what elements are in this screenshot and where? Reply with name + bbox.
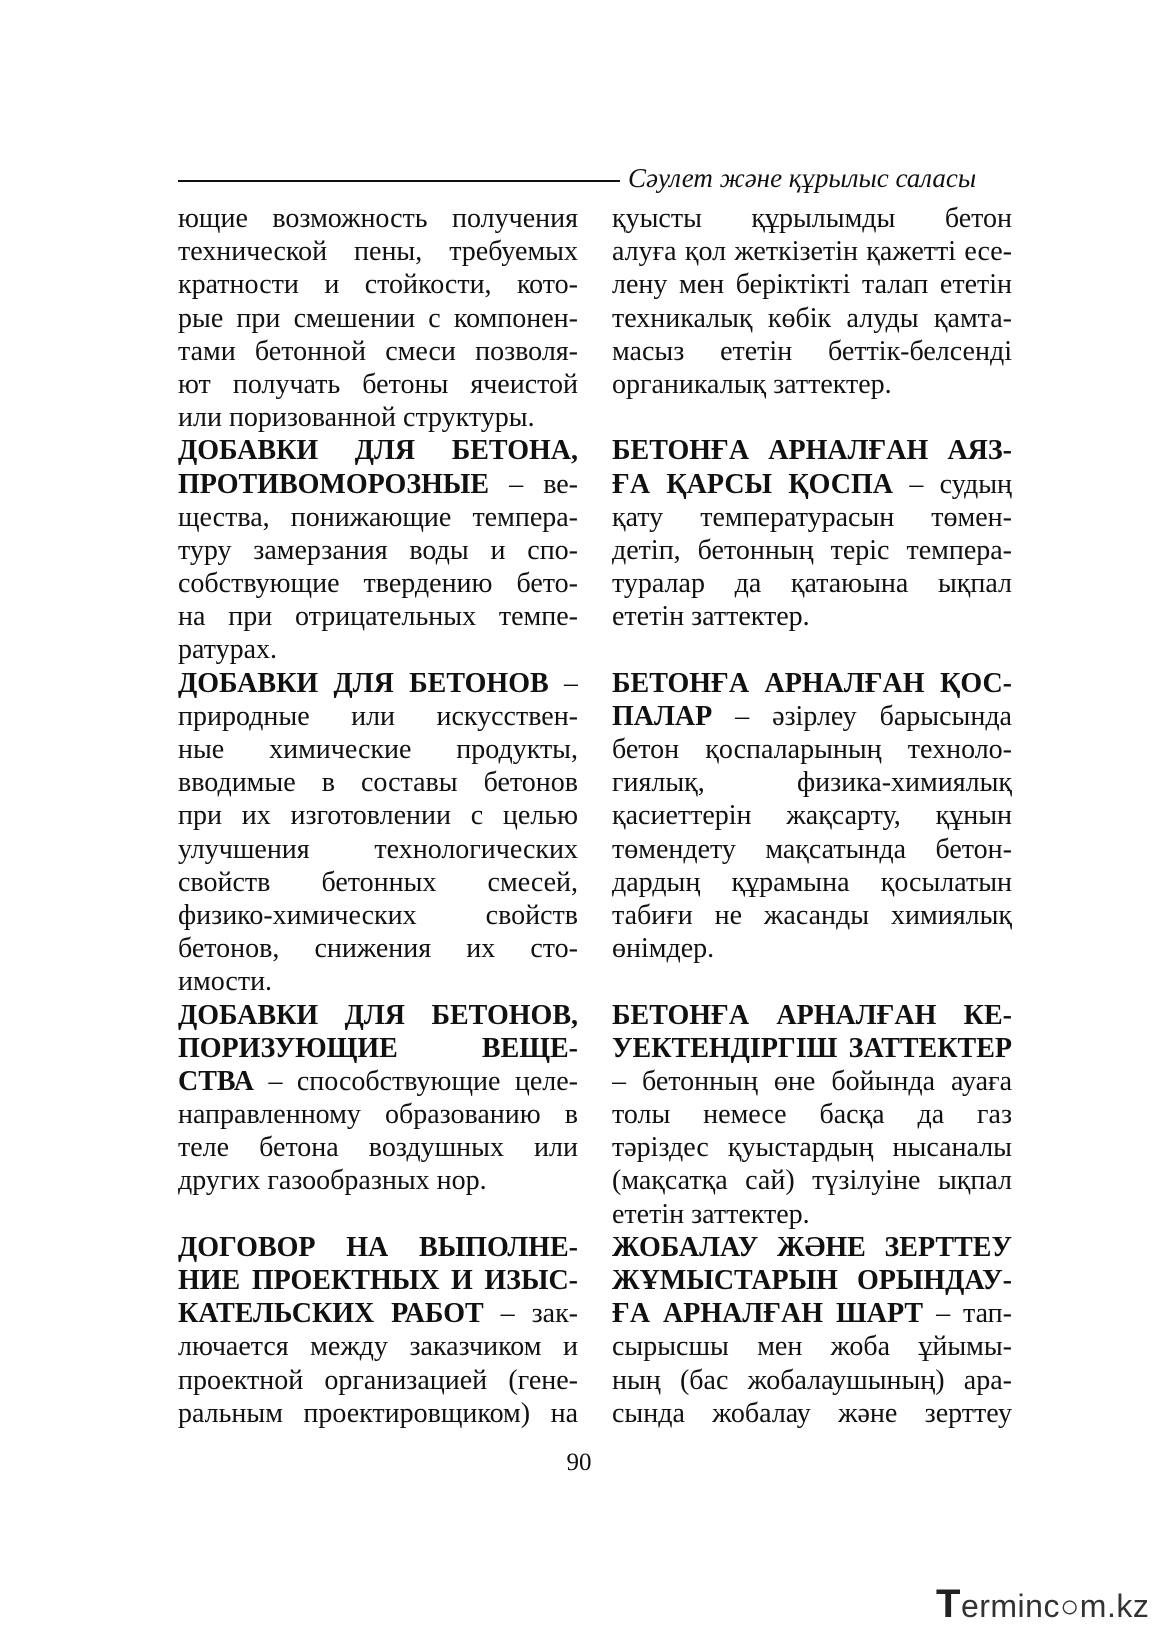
body-text: – судың <box>893 468 1012 500</box>
left-column <box>178 202 578 1430</box>
body-text: лючается между заказчиком и <box>178 1331 578 1363</box>
text-line <box>612 1397 1012 1430</box>
body-text: туралар да қатаюына ықпал <box>612 568 1012 600</box>
right-column <box>612 202 1012 1430</box>
body-text: – <box>548 667 578 699</box>
page-number: 90 <box>566 1449 592 1476</box>
text-line <box>612 1065 1012 1098</box>
text-line <box>178 368 578 401</box>
body-text: рые при смешении с компонен- <box>178 302 578 334</box>
body-text: органикалық заттектер. <box>612 368 892 400</box>
term-heading: УЕКТЕНДІРГІШ ЗАТТЕКТЕР <box>612 1032 1012 1064</box>
text-line <box>178 600 578 633</box>
text-line <box>612 534 1012 567</box>
text-line <box>612 501 1012 534</box>
text-line <box>178 1364 578 1397</box>
text-line <box>612 700 1012 733</box>
text-line <box>612 368 1012 401</box>
text-line <box>612 335 1012 368</box>
text-line <box>178 799 578 832</box>
paragraph-gap <box>612 965 1012 998</box>
body-text: (мақсатқа сай) түзілуіне ықпал <box>612 1165 1012 1197</box>
text-line <box>178 733 578 766</box>
term-heading: НИЕ ПРОЕКТНЫХ И ИЗЫС- <box>178 1265 578 1296</box>
paragraph-gap <box>612 401 1012 434</box>
text-line <box>612 733 1012 766</box>
body-text: или поризованной структуры. <box>178 402 535 434</box>
term-heading: ҒА ҚАРСЫ ҚОСПА <box>612 468 894 500</box>
text-line <box>612 1330 1012 1363</box>
body-text: ратурах. <box>178 634 277 666</box>
text-line <box>612 932 1012 965</box>
body-text: өнімдер. <box>612 933 715 965</box>
text-line <box>612 434 1012 467</box>
text-line <box>178 833 578 866</box>
term-heading: КАТЕЛЬСКИХ РАБОТ <box>178 1298 484 1330</box>
header-rule <box>178 180 620 182</box>
text-line <box>612 600 1012 633</box>
body-text: проектной организацией (гене- <box>178 1364 578 1396</box>
body-text: природные или искусствен- <box>178 700 578 732</box>
text-line <box>612 1164 1012 1197</box>
text-line <box>178 1264 578 1297</box>
text-line <box>612 268 1012 301</box>
text-line <box>612 833 1012 866</box>
text-line <box>178 501 578 534</box>
text-line <box>178 766 578 799</box>
text-line <box>178 700 578 733</box>
body-text: собствующие твердению бето- <box>178 568 578 600</box>
watermark-text: erminc <box>960 1588 1060 1624</box>
text-line <box>178 1330 578 1363</box>
body-text: свойств бетонных смесей, <box>178 866 578 898</box>
text-line <box>178 1032 578 1065</box>
watermark-initial: T <box>936 1582 961 1626</box>
body-text: улучшения технологических <box>178 833 578 865</box>
watermark-o-icon: ○ <box>1059 1588 1080 1624</box>
body-text: туру замерзания воды и спо- <box>178 534 578 566</box>
text-line <box>612 1131 1012 1164</box>
body-text: гиялық, физика-химиялық <box>612 767 1012 799</box>
text-line <box>612 799 1012 832</box>
text-line <box>178 667 578 700</box>
body-text: при их изготовлении с целью <box>178 800 578 832</box>
text-line <box>612 468 1012 501</box>
term-heading: ПОРИЗУЮЩИЕ ВЕЩЕ- <box>178 1032 578 1064</box>
body-text: – способствующие целе- <box>254 1065 578 1097</box>
text-line <box>178 866 578 899</box>
body-text: ральным проектировщиком) на <box>178 1397 578 1429</box>
body-text: кратности и стойкости, кото- <box>178 269 578 301</box>
term-heading: ДОБАВКИ ДЛЯ БЕТОНА, <box>178 435 578 467</box>
body-text: қуысты құрылымды бетон <box>612 203 1012 234</box>
text-line <box>612 766 1012 799</box>
text-line <box>612 202 1012 235</box>
body-text: на при отрицательных темпе- <box>178 601 578 633</box>
text-line <box>612 999 1012 1032</box>
text-line <box>178 633 578 666</box>
body-text: қасиеттерін жақсарту, құнын <box>612 800 1012 832</box>
body-text: тәріздес қуыстардың нысаналы <box>612 1132 1012 1164</box>
body-text: – зак- <box>483 1298 578 1330</box>
text-line <box>178 268 578 301</box>
text-line <box>178 434 578 467</box>
text-line <box>178 534 578 567</box>
text-line <box>612 567 1012 600</box>
body-text: ететін заттектер. <box>612 601 810 633</box>
body-text: масыз ететін беттік-белсенді <box>612 335 1012 367</box>
text-line <box>612 1297 1012 1330</box>
paragraph-gap <box>612 633 1012 666</box>
term-heading: ЖОБАЛАУ ЖӘНЕ ЗЕРТТЕУ <box>612 1231 1012 1263</box>
text-line <box>612 1264 1012 1297</box>
term-heading: БЕТОНҒА АРНАЛҒАН КЕ- <box>612 999 1012 1031</box>
term-heading: ДОГОВОР НА ВЫПОЛНЕ- <box>178 1231 578 1263</box>
term-heading: ҒА АРНАЛҒАН ШАРТ <box>612 1298 924 1330</box>
body-text: бетонов, снижения их сто- <box>178 933 578 965</box>
body-text: – бетонның өне бойында ауаға <box>612 1065 1012 1097</box>
body-text: төмендету мақсатында бетон- <box>612 833 1012 865</box>
body-text: – әзірлеу барысында <box>712 700 1012 732</box>
body-text: сында жобалау және зерттеу <box>612 1397 1012 1429</box>
body-text: детіп, бетонның теріс темпера- <box>612 534 1012 566</box>
text-line <box>178 899 578 932</box>
text-line <box>178 932 578 965</box>
text-line <box>178 1065 578 1098</box>
text-line <box>178 202 578 235</box>
term-heading: ЖҰМЫСТАРЫН ОРЫНДАУ- <box>612 1265 1012 1296</box>
term-heading: ПРОТИВОМОРОЗНЫЕ <box>178 468 490 500</box>
term-heading: ПАЛАР <box>612 700 713 732</box>
body-text: тами бетонной смеси позволя- <box>178 335 578 367</box>
text-line <box>178 567 578 600</box>
text-line <box>612 1098 1012 1131</box>
body-text: технической пены, требуемых <box>178 236 578 268</box>
body-text: алуға қол жеткізетін қажетті есе- <box>612 236 1012 268</box>
running-title: Сәулет және құрылыс саласы <box>628 163 977 193</box>
body-text: других газообразных нор. <box>178 1165 487 1197</box>
body-text: сырысшы мен жоба ұйымы- <box>612 1331 1012 1363</box>
text-line <box>178 1297 578 1330</box>
body-text: техникалық көбік алуды қамта- <box>612 302 1012 334</box>
text-line <box>178 235 578 268</box>
text-line <box>178 401 578 434</box>
body-text: дардың құрамына қосылатын <box>612 866 1012 898</box>
body-text: – ве- <box>489 468 578 500</box>
text-line <box>178 1397 578 1430</box>
text-line <box>178 1098 578 1131</box>
term-heading: БЕТОНҒА АРНАЛҒАН ҚОС- <box>612 667 1012 699</box>
body-text: щества, понижающие темпера- <box>178 501 578 533</box>
text-line <box>612 866 1012 899</box>
text-line <box>612 667 1012 700</box>
text-line <box>612 1032 1012 1065</box>
text-line <box>178 965 578 998</box>
term-heading: ДОБАВКИ ДЛЯ БЕТОНОВ <box>178 667 549 699</box>
body-text: вводимые в составы бетонов <box>178 767 578 799</box>
body-text: ют получать бетоны ячеистой <box>178 368 578 400</box>
body-text: қату температурасын төмен- <box>612 501 1012 533</box>
body-text: лену мен беріктікті талап ететін <box>612 269 1012 301</box>
body-text: физико-химических свойств <box>178 899 578 931</box>
term-heading: СТВА <box>178 1065 255 1097</box>
text-line <box>178 335 578 368</box>
body-text: табиғи не жасанды химиялық <box>612 899 1012 931</box>
body-text: ететін заттектер. <box>612 1198 810 1230</box>
body-text: направленному образованию в <box>178 1099 578 1131</box>
watermark-suffix: m.kz <box>1079 1588 1150 1624</box>
text-line <box>612 1364 1012 1397</box>
body-text: ның (бас жобалаушының) ара- <box>612 1364 1012 1396</box>
body-text: теле бетона воздушных или <box>178 1132 578 1164</box>
text-line <box>612 235 1012 268</box>
text-line <box>612 899 1012 932</box>
terminology-watermark <box>936 1582 1149 1627</box>
body-text: толы немесе басқа да газ <box>612 1099 1012 1131</box>
text-line <box>178 999 578 1032</box>
text-line <box>178 468 578 501</box>
text-line <box>612 1198 1012 1231</box>
text-line <box>178 1131 578 1164</box>
text-line <box>612 1231 1012 1264</box>
body-text: имости. <box>178 966 273 998</box>
text-line <box>178 1164 578 1197</box>
body-text: ющие возможность получения <box>178 203 578 234</box>
term-heading: БЕТОНҒА АРНАЛҒАН АЯЗ- <box>612 435 1012 467</box>
term-heading: ДОБАВКИ ДЛЯ БЕТОНОВ, <box>178 999 578 1031</box>
text-line <box>612 302 1012 335</box>
paragraph-gap <box>178 1198 578 1231</box>
text-line <box>178 1231 578 1264</box>
body-text: бетон қоспаларының техноло- <box>612 734 1012 765</box>
text-line <box>178 302 578 335</box>
body-text: – тап- <box>923 1298 1012 1330</box>
body-text: ные химические продукты, <box>178 734 578 765</box>
